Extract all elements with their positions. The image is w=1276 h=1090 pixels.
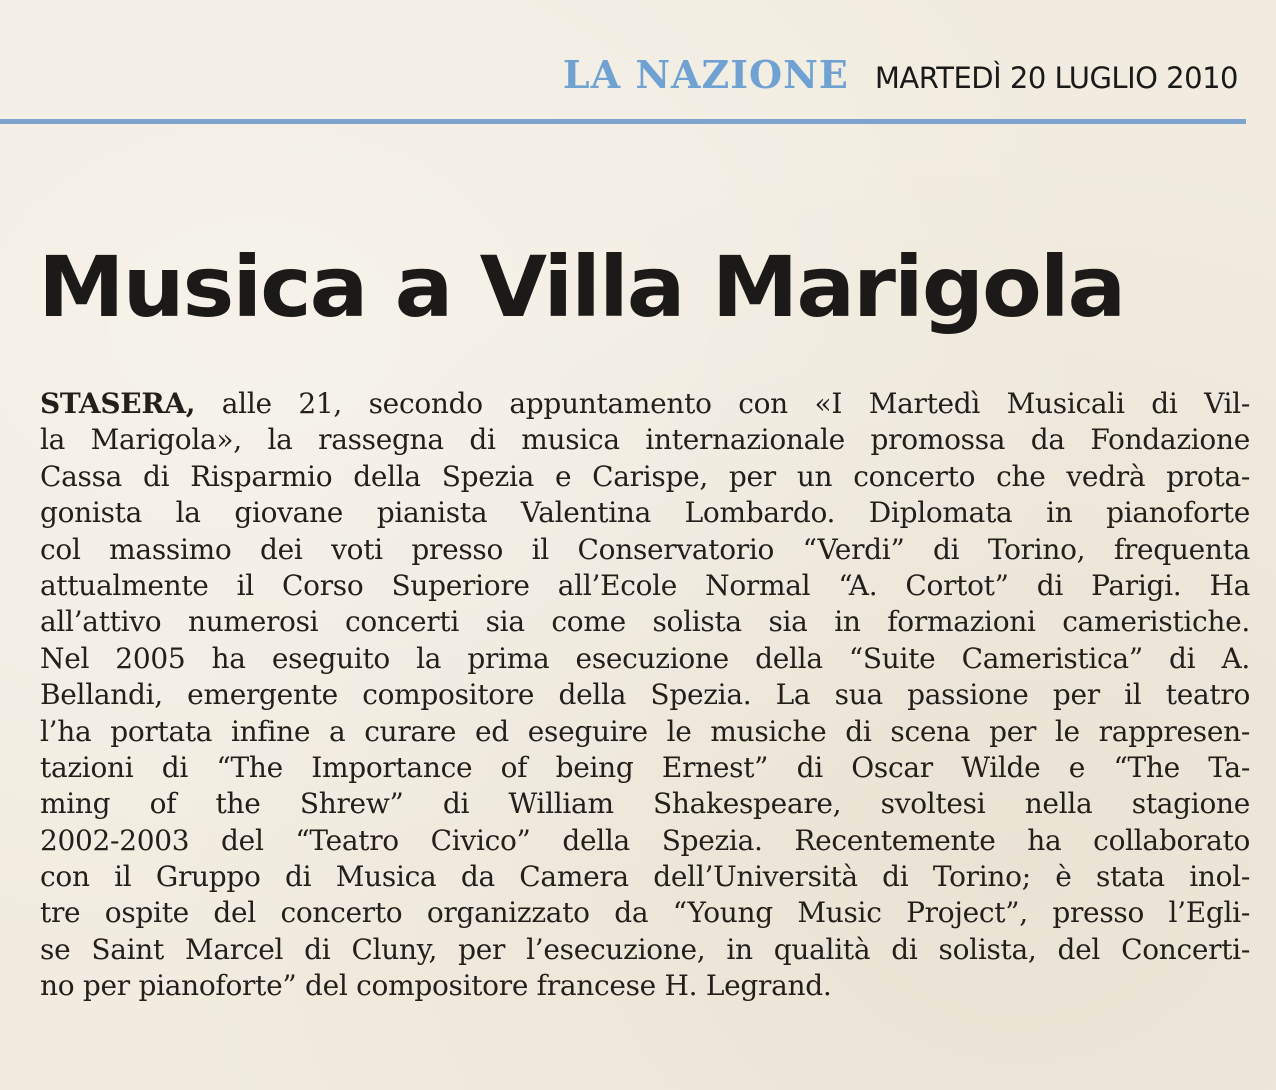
article-line: col massimo dei voti presso il Conservatorio “Verdi” di Torino, frequenta bbox=[40, 532, 1250, 566]
article-headline: Musica a Villa Marigola bbox=[38, 238, 1125, 336]
article-line-text: alle 21, secondo appuntamento con «I Martedì Musicali di Vil- bbox=[221, 387, 1251, 420]
article-line bbox=[40, 386, 1250, 422]
article-line: ming of the Shrew” di William Shakespeare, svoltesi nella stagione bbox=[40, 787, 1250, 821]
article-line: gonista la giovane pianista Valentina Lombardo. Diplomata in pianoforte bbox=[40, 496, 1250, 530]
article-line: Nel 2005 ha eseguito la prima esecuzione della “Suite Cameristica” di A. bbox=[40, 641, 1250, 675]
article-line: tre ospite del concerto organizzato da “Young Music Project”, presso l’Egli- bbox=[40, 896, 1250, 930]
article-line: 2002-2003 del “Teatro Civico” della Spezia. Recentemente ha collaborato bbox=[40, 823, 1250, 857]
article-line: attualmente il Corso Superiore all’Ecole Normal “A. Cortot” di Parigi. Ha bbox=[40, 568, 1250, 602]
newspaper-name: LA NAZIONE bbox=[562, 52, 849, 97]
masthead-rule bbox=[0, 119, 1246, 124]
article-lead-word: STASERA, bbox=[40, 387, 196, 420]
article-line: con il Gruppo di Musica da Camera dell’Università di Torino; è stata inol- bbox=[40, 860, 1250, 894]
article-line: Bellandi, emergente compositore della Spezia. La sua passione per il teatro bbox=[40, 678, 1250, 712]
masthead bbox=[563, 52, 1238, 97]
article-line: la Marigola», la rassegna di musica internazionale promossa da Fondazione bbox=[40, 423, 1250, 457]
article-line: se Saint Marcel di Cluny, per l’esecuzione, in qualità di solista, del Concerti- bbox=[40, 932, 1250, 966]
article-line: tazioni di “The Importance of being Ernest” di Oscar Wilde e “The Ta- bbox=[40, 750, 1250, 784]
publication-date: MARTEDÌ 20 LUGLIO 2010 bbox=[874, 61, 1238, 95]
article-line: all’attivo numerosi concerti sia come solista sia in formazioni cameristiche. bbox=[40, 605, 1250, 639]
article-line: l’ha portata infine a curare ed eseguire le musiche di scena per le rappresen- bbox=[40, 714, 1250, 748]
article-line: no per pianoforte” del compositore francese H. Legrand. bbox=[40, 969, 832, 1003]
article-body bbox=[40, 386, 1250, 1005]
article-line: Cassa di Risparmio della Spezia e Carispe, per un concerto che vedrà prota- bbox=[40, 459, 1250, 493]
